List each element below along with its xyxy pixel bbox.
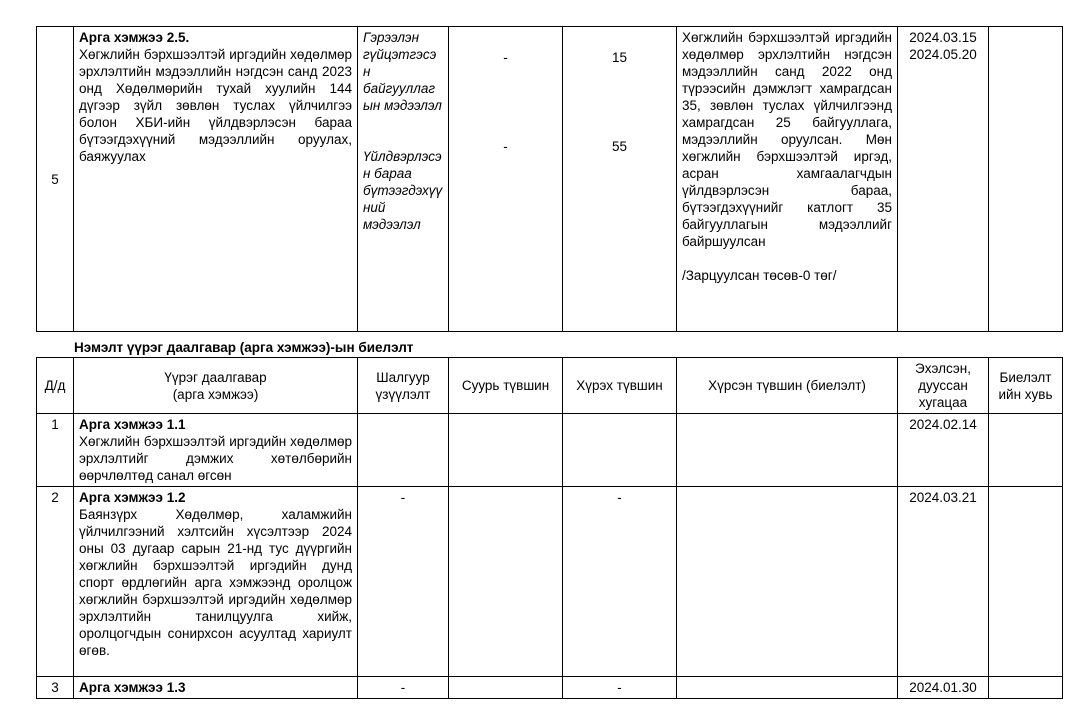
target-value-2: 55 — [611, 139, 628, 154]
target-cell — [563, 27, 677, 332]
percent-cell — [989, 487, 1063, 677]
end-date: 2024.05.20 — [909, 47, 977, 62]
row-number-cell: 2 — [37, 487, 74, 677]
main-report-table — [36, 26, 1063, 332]
achieved-cell — [677, 414, 898, 487]
indicator-production-text: Үйлдвэрлэсэн бараа бүтээгдэхүүний мэдээлэл — [363, 149, 443, 232]
period-cell: 2024.03.21 — [898, 487, 989, 677]
row-number-cell: 5 — [37, 27, 74, 332]
table-header-row — [37, 358, 1063, 414]
period-cell: 2024.02.14 — [898, 414, 989, 487]
target-value-1: 15 — [611, 50, 628, 65]
activity-cell — [74, 27, 358, 332]
task-title: Арга хэмжээ 1.2 — [79, 490, 186, 505]
header-num: Д/д — [37, 358, 74, 414]
result-cell — [677, 27, 898, 332]
task-row-3 — [37, 677, 1063, 699]
additional-tasks-title: Нэмэлт үүрэг даалгавар (арга хэмжээ)-ын биелэлт — [74, 340, 414, 355]
header-period: Эхэлсэн, дууссан хугацаа — [898, 358, 989, 414]
baseline-cell — [449, 677, 563, 699]
indicator-cell — [358, 27, 449, 332]
report-row-5 — [37, 27, 1063, 332]
achieved-cell — [677, 487, 898, 677]
header-target: Хүрэх түвшин — [563, 358, 677, 414]
header-percent-line1: Биелэлт — [999, 369, 1052, 385]
percent-cell — [989, 414, 1063, 487]
target-cell: - — [563, 677, 677, 699]
task-row-1 — [37, 414, 1063, 487]
header-task-line1: Үүрэг даалгавар — [164, 369, 267, 385]
header-percent-line2: ийн хувь — [998, 386, 1053, 402]
percent-cell — [989, 677, 1063, 699]
task-cell — [74, 677, 358, 699]
task-title: Арга хэмжээ 1.1 — [79, 417, 186, 432]
baseline-value-2: - — [503, 139, 508, 154]
activity-title: Арга хэмжээ 2.5. — [79, 30, 190, 45]
indicator-cell: - — [358, 487, 449, 677]
task-title: Арга хэмжээ 1.3 — [79, 680, 186, 695]
header-percent — [989, 358, 1063, 414]
task-body: Хөгжлийн бэрхшээлтэй иргэдийн хөдөлмөр эрхлэлтийг дэмжих хөтөлбөрийн өөрчлөлтөд санал өгсөн — [79, 434, 352, 483]
additional-tasks-table — [36, 357, 1063, 699]
percent-cell — [989, 27, 1063, 332]
task-cell — [74, 414, 358, 487]
start-date: 2024.03.15 — [909, 30, 977, 45]
row-number-cell: 3 — [37, 677, 74, 699]
period-cell: 2024.01.30 — [898, 677, 989, 699]
indicator-cell — [358, 414, 449, 487]
header-indicator: Шалгуур үзүүлэлт — [358, 358, 449, 414]
baseline-value-1: - — [503, 50, 508, 65]
baseline-cell — [449, 487, 563, 677]
task-row-2 — [37, 487, 1063, 677]
result-budget: /Зарцуулсан төсөв-0 төг/ — [682, 268, 837, 283]
indicator-contract-text: Гэрээлэн гүйцэтгэсэн байгууллагын мэдээлэл — [363, 30, 442, 113]
activity-description: Хөгжлийн бэрхшээлтэй иргэдийн хөдөлмөр эрхлэлтийн мэдээллийн нэгдсэн санд 2023 онд Хөдөлмөрийн тухай хуулийн 144 дүгээр зүйл зөвлөн туслах үйлчилгээ болон ХБИ-ийн үйлдвэрлэсэн бараа бүтээгдэхүүний мэдээллийн оруулах, баяжуулах — [79, 47, 352, 164]
baseline-cell — [449, 27, 563, 332]
target-cell: - — [563, 487, 677, 677]
result-text: Хөгжлийн бэрхшээлтэй иргэдийн хөдөлмөр эрхлэлтийн нэгдсэн мэдээллийн санд 2022 онд түрээсийн дэмжлэгт хамрагдсан 35, зөвлөн туслах үйлчилгээнд хамрагдсан 25 байгууллага, мэдээллийн оруулсан. Мөн хөгжлийн бэрхшээлтэй иргэд, асран хамгаалагчдын үйлдвэрлэсэн бараа, бүтээгдэхүүнийг катлогт 35 байгууллагын мэдээллийг байршуулсан — [682, 30, 892, 249]
indicator-cell: - — [358, 677, 449, 699]
header-achieved: Хүрсэн түвшин (биелэлт) — [677, 358, 898, 414]
header-task — [74, 358, 358, 414]
header-baseline: Суурь түвшин — [449, 358, 563, 414]
period-cell — [898, 27, 989, 332]
task-cell — [74, 487, 358, 677]
row-number-cell: 1 — [37, 414, 74, 487]
task-body: Баянзүрх Хөдөлмөр, халамжийн үйлчилгээний хэлтсийн хүсэлтээр 2024 оны 03 дугаар сарын 21-нд тус дүүргийн хөгжлийн бэрхшээлтэй иргэдийн дунд спорт өрдлөгийн арга хэмжээнд оролцож хөгжлийн бэрхшээлтэй иргэдийн хөдөлмөр эрхлэлтийн танилцуулга хийж, оролцогчдын сонирхсон асуултад хариулт өгөв. — [79, 507, 352, 658]
baseline-cell — [449, 414, 563, 487]
target-cell — [563, 414, 677, 487]
achieved-cell — [677, 677, 898, 699]
header-task-line2: (арга хэмжээ) — [172, 386, 259, 402]
